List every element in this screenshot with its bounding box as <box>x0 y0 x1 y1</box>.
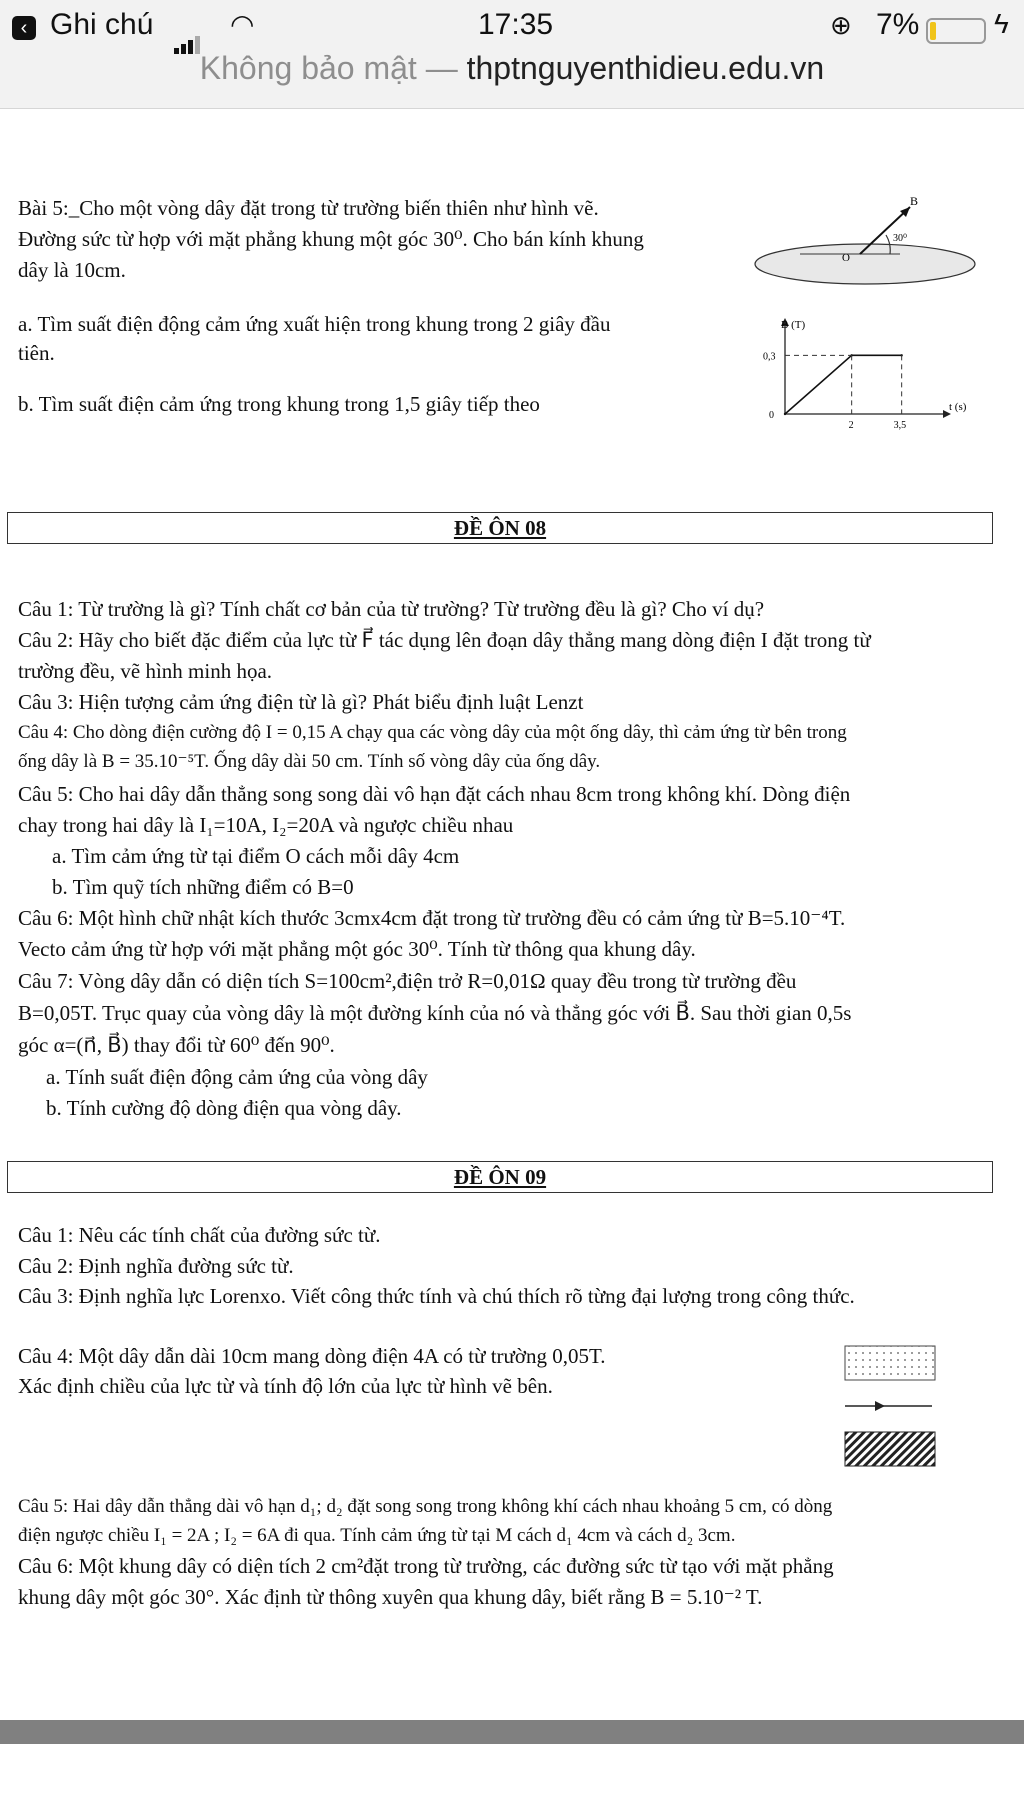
de-on-09-title: ĐỀ ÔN 09 <box>453 1165 547 1189</box>
hatched-region <box>845 1432 935 1466</box>
b-vs-t-chart <box>755 314 967 439</box>
bottom-divider-bar <box>0 1720 1024 1744</box>
de09-cau5-line2: điện ngược chiều I₁ = 2A ; I₂ = 6A đi qua. Tính cảm ứng từ tại M cách d₁ 4cm và cách d₂ 3cm. <box>18 1525 736 1546</box>
de09-cau4-line2: Xác định chiều của lực từ và tính độ lớn của lực từ hình vẽ bên. <box>18 1374 553 1398</box>
battery-percent: 7% <box>876 8 920 41</box>
address-bar[interactable] <box>0 50 1024 87</box>
angle-label: 30⁰ <box>893 233 908 244</box>
bai5-a-line2: tiên. <box>18 341 55 365</box>
de08-cau4-line1: Câu 4: Cho dòng điện cường độ I = 0,15 A chạy qua các vòng dây của một ống dây, thì cảm ứng từ bên trong <box>18 722 847 743</box>
de09-cau3: Câu 3: Định nghĩa lực Lorenxo. Viết công thức tính và chú thích rõ từng đại lượng trong công thức. <box>18 1284 855 1308</box>
y-axis-label: B (T) <box>781 319 806 331</box>
de08-cau5-a: a. Tìm cảm ứng từ tại điểm O cách mỗi dây 4cm <box>52 844 460 868</box>
bai5-line2: Đường sức từ hợp với mặt phẳng khung một góc 30⁰. Cho bán kính khung <box>18 227 644 251</box>
de-on-09-header <box>7 1161 993 1193</box>
de08-cau7-line3: góc α=(n⃗, B⃗) thay đổi từ 60⁰ đến 90⁰. <box>18 1033 335 1057</box>
bai5-a-line1: a. Tìm suất điện động cảm ứng xuất hiện trong khung trong 2 giây đầu <box>18 312 611 336</box>
de08-cau4-line2: ống dây là B = 35.10⁻⁵T. Ống dây dài 50 cm. Tính số vòng dây của ống dây. <box>18 751 601 772</box>
ring-field-figure <box>750 194 980 294</box>
rotation-lock-icon: ⊕ <box>830 10 852 40</box>
back-to-app-icon[interactable]: ‹ <box>12 16 36 40</box>
de08-cau7-line1: Câu 7: Vòng dây dẫn có diện tích S=100cm²,điện trở R=0,01Ω quay đều trong từ trường đều <box>18 969 797 993</box>
de09-cau4-line1: Câu 4: Một dây dẫn dài 10cm mang dòng điện 4A có từ trường 0,05T. <box>18 1344 606 1368</box>
wire-field-figure <box>840 1344 940 1469</box>
de08-cau7-b: b. Tính cường độ dòng điện qua vòng dây. <box>46 1096 402 1120</box>
de09-cau6-line2: khung dây một góc 30°. Xác định từ thông xuyên qua khung dây, biết rằng B = 5.10⁻² T. <box>18 1585 763 1609</box>
de08-cau5-b: b. Tìm quỹ tích những điểm có B=0 <box>52 875 354 899</box>
de08-cau2-line1: Câu 2: Hãy cho biết đặc điểm của lực từ F⃗ tác dụng lên đoạn dây thẳng mang dòng điện I đặt trong từ <box>18 628 871 652</box>
status-bar <box>0 6 1024 46</box>
de-on-08-header <box>7 512 993 544</box>
de09-cau5-line1: Câu 5: Hai dây dẫn thẳng dài vô hạn d₁; d₂ đặt song song trong không khí cách nhau khoảng 5 cm, có dòng <box>18 1496 833 1517</box>
de08-cau6-line1: Câu 6: Một hình chữ nhật kích thước 3cmx4cm đặt trong từ trường đều có cảm ứng từ B=5.10⁻⁴T. <box>18 906 846 930</box>
bai5-line1: Bài 5:_Cho một vòng dây đặt trong từ trường biến thiên như hình vẽ. <box>18 196 599 220</box>
b-series-line <box>785 355 902 414</box>
de08-cau6-line2: Vecto cảm ứng từ hợp với mặt phẳng một góc 30⁰. Tính từ thông qua khung dây. <box>18 937 696 961</box>
de08-cau2-line2: trường đều, vẽ hình minh họa. <box>18 659 273 683</box>
de09-cau2: Câu 2: Định nghĩa đường sức từ. <box>18 1254 294 1278</box>
de08-cau7-a: a. Tính suất điện động cảm ứng của vòng dây <box>46 1065 428 1089</box>
bai5-b: b. Tìm suất điện cảm ứng trong khung trong 1,5 giây tiếp theo <box>18 392 540 416</box>
de09-cau1: Câu 1: Nêu các tính chất của đường sức từ. <box>18 1223 381 1247</box>
wifi-icon: ◠ <box>230 9 255 40</box>
de09-cau6-line1: Câu 6: Một khung dây có diện tích 2 cm²đặt trong từ trường, các đường sức từ tạo với mặt phẳng <box>18 1554 834 1578</box>
de08-cau5-line2: chay trong hai dây là I₁=10A, I₂=20A và ngược chiều nhau <box>18 813 514 837</box>
de08-cau5-line1: Câu 5: Cho hai dây dẫn thẳng song song dài vô hạn đặt cách nhau 8cm trong không khí. Dòng điện <box>18 782 851 806</box>
clock: 17:35 <box>478 8 554 41</box>
back-app-label[interactable]: Ghi chú <box>50 8 154 41</box>
de08-cau3: Câu 3: Hiện tượng cảm ứng điện từ là gì? Phát biểu định luật Lenzt <box>18 690 584 714</box>
origin-label: 0 <box>769 410 774 421</box>
url-domain: thptnguyenthidieu.edu.vn <box>466 50 825 86</box>
b-label: B <box>910 194 919 208</box>
not-secure-label: Không bảo mật — <box>199 50 458 86</box>
de08-cau7-line2: B=0,05T. Trục quay của vòng dây là một đường kính của nó và thẳng góc với B⃗. Sau thời gian 0,5s <box>18 1001 852 1025</box>
battery-icon <box>926 18 986 44</box>
de-on-08-title: ĐỀ ÔN 08 <box>453 516 547 540</box>
signal-icon <box>174 20 202 54</box>
x-axis-label: t (s) <box>949 401 967 413</box>
x-tick-label: 2 <box>848 420 854 431</box>
de08-cau1: Câu 1: Từ trường là gì? Tính chất cơ bản của từ trường? Từ trường đều là gì? Cho ví dụ? <box>18 597 765 621</box>
browser-top-bar <box>0 0 1024 109</box>
dotted-field-region <box>845 1346 935 1380</box>
charging-icon: ϟ <box>994 8 1009 39</box>
o-label: O <box>842 252 850 264</box>
b-data-point <box>784 413 786 415</box>
x-tick-label: 3,5 <box>893 420 907 431</box>
bai5-line3: dây là 10cm. <box>18 258 126 282</box>
current-arrow-head <box>875 1401 885 1411</box>
y-tick-label: 0,3 <box>763 351 776 363</box>
